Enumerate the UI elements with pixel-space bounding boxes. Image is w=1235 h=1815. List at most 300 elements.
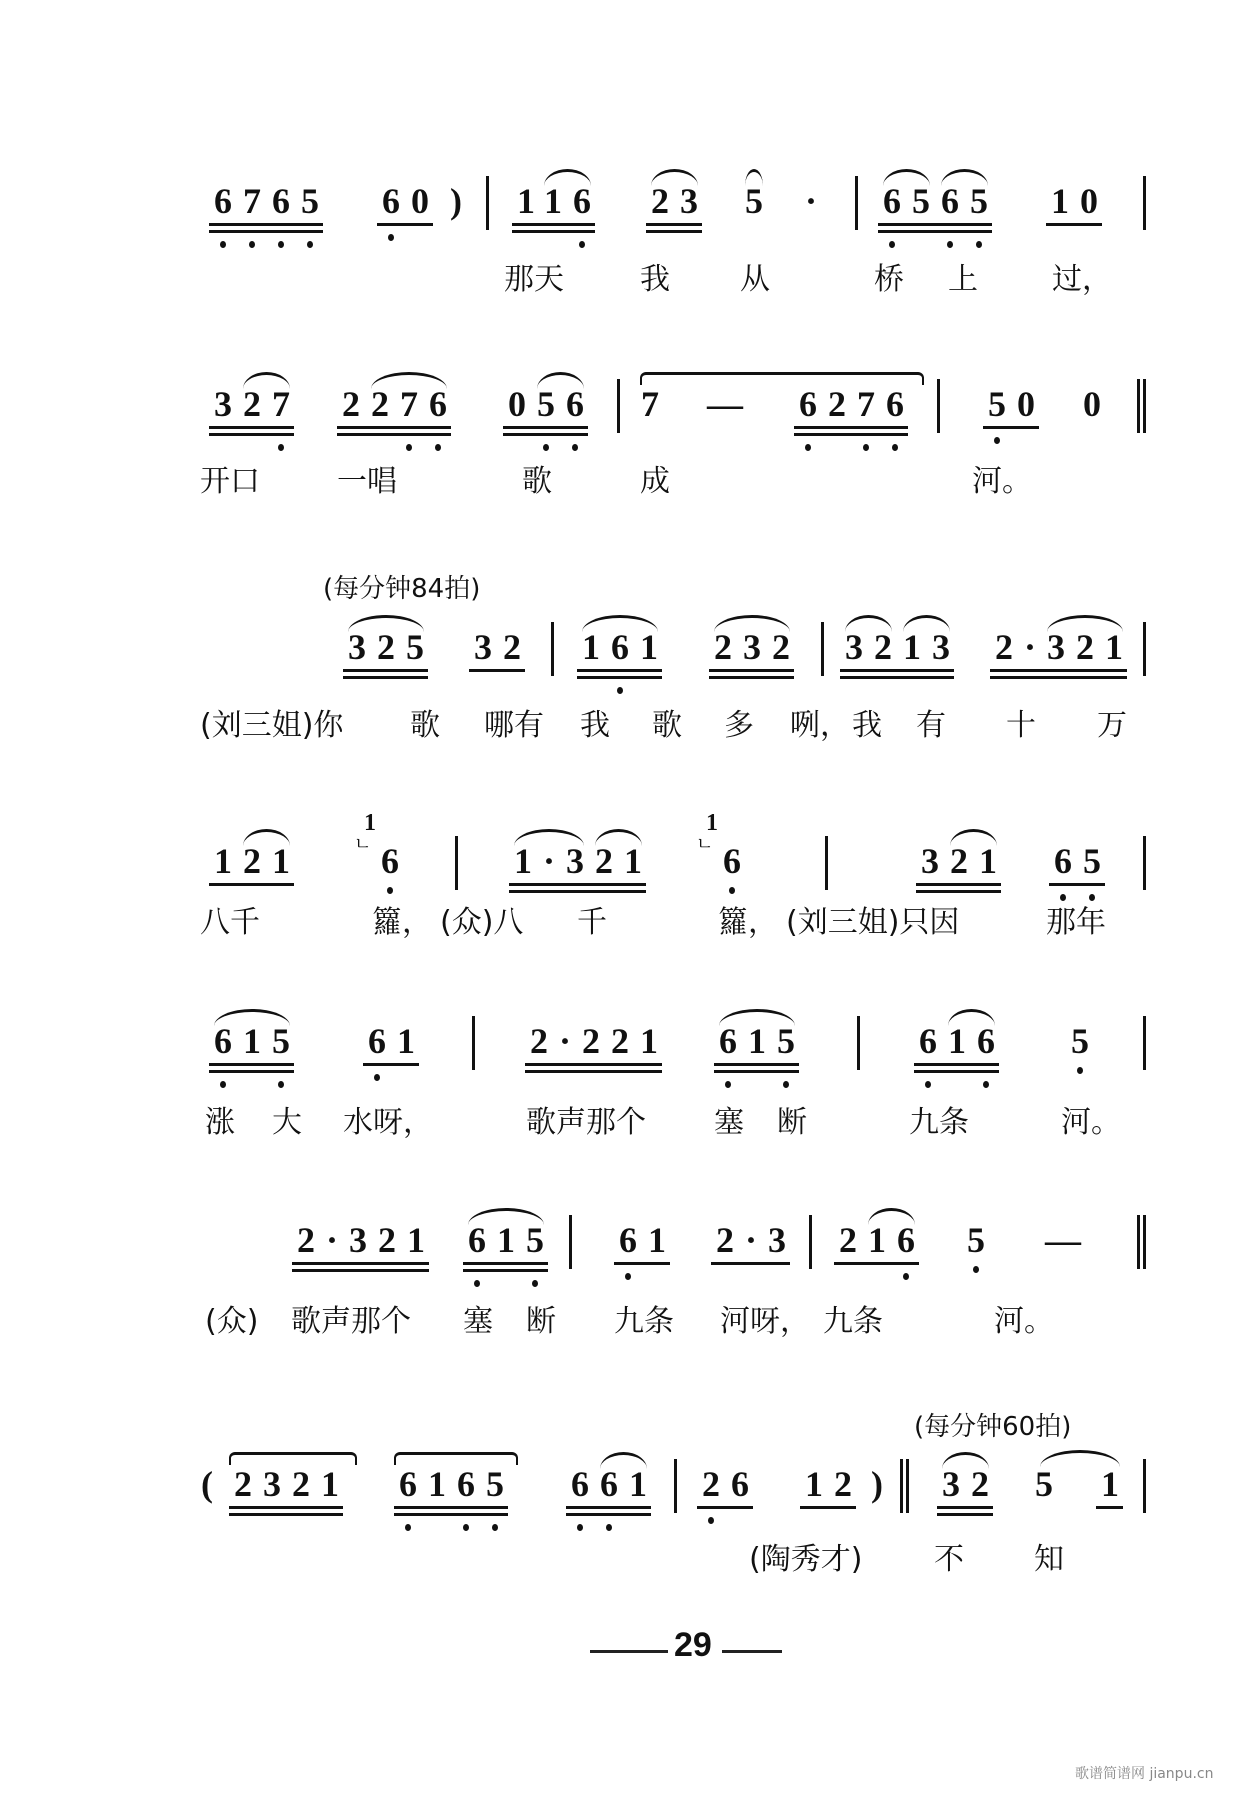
low-octave-dot — [435, 444, 441, 451]
note-group — [840, 627, 961, 697]
slur — [948, 1009, 995, 1026]
lyric: 大 — [272, 1105, 302, 1140]
note-group — [636, 384, 670, 454]
dot — [800, 181, 828, 251]
lyric: 从 — [740, 262, 770, 297]
final-barline — [1137, 1215, 1146, 1269]
note-text: 5 — [745, 181, 774, 221]
note-text: 61 — [368, 1021, 426, 1061]
lyric: 断 — [777, 1105, 807, 1140]
underline — [983, 426, 1039, 429]
low-octave-dot — [374, 1074, 380, 1081]
underline — [503, 426, 588, 429]
note-group — [509, 841, 653, 911]
low-octave-dot — [463, 1524, 469, 1531]
note-group — [697, 1464, 760, 1534]
underline — [209, 426, 294, 429]
underline — [229, 1513, 343, 1516]
barline — [472, 1016, 475, 1070]
note-group — [469, 627, 532, 697]
lyric: 不 — [934, 1542, 964, 1577]
note-group — [209, 1021, 301, 1091]
lyric: (众)八 — [440, 905, 524, 940]
note-text: 32 — [474, 627, 532, 667]
underline — [1049, 883, 1105, 886]
slur — [883, 169, 930, 186]
lyric: 九条 — [823, 1304, 883, 1339]
low-octave-dot — [406, 444, 412, 451]
barline — [937, 379, 940, 433]
lyric: 十 — [1006, 708, 1036, 743]
grace-note: 1 — [364, 810, 376, 836]
note-text: 6165 — [399, 1464, 515, 1504]
underline — [512, 230, 595, 233]
note-group — [990, 627, 1134, 697]
note-text: 615 — [719, 1021, 806, 1061]
note-group — [646, 181, 709, 251]
barline — [1143, 1459, 1146, 1513]
underline — [916, 890, 1001, 893]
low-octave-dot — [532, 1280, 538, 1287]
underline — [525, 1070, 662, 1073]
barline — [1143, 836, 1146, 890]
underline — [614, 1262, 670, 1265]
note-text: 1 — [1101, 1464, 1130, 1504]
lyric: 万 — [1097, 708, 1127, 743]
barline — [674, 1459, 677, 1513]
note-group — [394, 1464, 515, 1534]
lyric: 歌 — [410, 708, 440, 743]
slur — [214, 1009, 290, 1026]
slur — [537, 372, 584, 389]
underline — [503, 433, 588, 436]
lyric: 多 — [724, 708, 754, 743]
paren — [866, 1464, 894, 1534]
note-text: 216 — [839, 1220, 926, 1260]
note-text: 056 — [508, 384, 595, 424]
note-text: — — [707, 384, 754, 424]
lyric: 开口 — [200, 464, 260, 499]
lyric: 河。 — [972, 464, 1032, 499]
note-group — [1096, 1464, 1130, 1534]
lyric: 那天 — [504, 262, 564, 297]
slur — [950, 829, 997, 846]
underline — [794, 433, 908, 436]
grace-hook-icon: ㄴ — [696, 834, 714, 854]
slur — [371, 372, 447, 389]
note-with-grace — [696, 810, 752, 911]
lyric: 河呀， — [720, 1304, 810, 1339]
low-octave-dot — [625, 1273, 631, 1280]
lyric: 八千 — [200, 905, 260, 940]
lyric: (刘三姐)只因 — [786, 905, 960, 940]
note-group-fermata — [740, 181, 774, 251]
underline — [937, 1506, 993, 1509]
slur — [1047, 615, 1123, 632]
low-octave-dot — [983, 1081, 989, 1088]
slur — [514, 829, 584, 846]
note-text: 3213 — [845, 627, 961, 667]
low-octave-dot — [307, 241, 313, 248]
note-group — [566, 1464, 658, 1534]
underline — [512, 223, 595, 226]
slur — [348, 615, 424, 632]
double-barline — [900, 1459, 909, 1513]
paren — [196, 1464, 224, 1534]
note-text: 23 — [651, 181, 709, 221]
low-octave-dot — [249, 241, 255, 248]
watermark: 歌谱简谱网 jianpu.cn — [1075, 1766, 1214, 1782]
underline — [1046, 223, 1102, 226]
low-octave-dot — [925, 1081, 931, 1088]
note-group — [1066, 1021, 1100, 1091]
slur — [243, 829, 290, 846]
page-number-rule — [722, 1650, 782, 1653]
note-group — [229, 1464, 350, 1534]
low-octave-dot — [725, 1081, 731, 1088]
underline — [840, 676, 954, 679]
underline — [834, 1262, 919, 1265]
lyric: 上 — [948, 262, 978, 297]
note-text: 6765 — [214, 181, 330, 221]
note-text: 2·321 — [995, 627, 1135, 667]
note-text: 6565 — [883, 181, 999, 221]
note-group — [503, 384, 595, 454]
note-text: 616 — [919, 1021, 1006, 1061]
note-text: 116 — [517, 181, 603, 221]
low-octave-dot — [976, 241, 982, 248]
low-octave-dot — [1077, 1067, 1083, 1074]
note-group — [512, 181, 602, 251]
slur — [582, 615, 658, 632]
slur — [719, 1009, 795, 1026]
low-octave-dot — [474, 1280, 480, 1287]
lyric: (众) — [205, 1304, 259, 1339]
underline — [914, 1070, 999, 1073]
underline — [800, 1506, 856, 1509]
low-octave-dot — [1089, 894, 1095, 901]
lyric: 千 — [577, 905, 607, 940]
note-text: 321 — [921, 841, 1008, 881]
slur — [651, 169, 698, 186]
low-octave-dot — [606, 1524, 612, 1531]
grace-note: 1 — [706, 810, 718, 836]
low-octave-dot — [572, 444, 578, 451]
slur — [745, 169, 763, 186]
note-text: 615 — [468, 1220, 555, 1260]
lyric: 九条 — [909, 1105, 969, 1140]
lyric: 咧， — [790, 708, 850, 743]
underline — [363, 1063, 419, 1066]
note-group — [916, 841, 1008, 911]
barline — [857, 1016, 860, 1070]
underline — [209, 223, 323, 226]
note-text: 6 — [381, 841, 410, 881]
note-text: 327 — [214, 384, 301, 424]
underline — [509, 883, 646, 886]
note-text: 10 — [1051, 181, 1109, 221]
note-group — [209, 841, 301, 911]
note-group — [209, 384, 301, 454]
note-text: 121 — [214, 841, 301, 881]
low-octave-dot — [617, 687, 623, 694]
lyric: 涨 — [205, 1105, 235, 1140]
underline — [229, 1506, 343, 1509]
underline — [209, 230, 323, 233]
lyric: 成 — [640, 464, 670, 499]
low-octave-dot — [388, 234, 394, 241]
lyric: 桥 — [874, 262, 904, 297]
underline — [469, 669, 525, 672]
note-text: 0 — [1083, 384, 1112, 424]
lyric: (刘三姐)你 — [200, 708, 344, 743]
low-octave-dot — [1060, 894, 1066, 901]
note-group — [292, 1220, 436, 1290]
note-text: 6 — [723, 841, 752, 881]
note-text: 65 — [1054, 841, 1112, 881]
lyric: 歌声那个 — [526, 1105, 646, 1140]
note-group — [363, 1021, 426, 1091]
note-text: 2321 — [234, 1464, 350, 1504]
underline — [577, 669, 662, 672]
note-text: 615 — [214, 1021, 301, 1061]
note-group — [1046, 181, 1109, 251]
low-octave-dot — [278, 241, 284, 248]
note-group — [914, 1021, 1006, 1091]
underline — [697, 1506, 753, 1509]
slur — [845, 615, 892, 632]
tempo-marking: (每分钟84拍) — [323, 574, 481, 604]
low-octave-dot — [892, 444, 898, 451]
underline — [292, 1262, 429, 1265]
underline — [711, 1262, 790, 1265]
note-text: 2276 — [342, 384, 458, 424]
note-group — [962, 1220, 996, 1290]
underline — [337, 426, 451, 429]
dash — [702, 384, 754, 454]
low-octave-dot — [947, 241, 953, 248]
lyric: 过， — [1052, 262, 1112, 297]
slur — [868, 1208, 915, 1225]
note-group — [834, 1220, 926, 1290]
note-text: 5 — [1071, 1021, 1100, 1061]
low-octave-dot — [994, 437, 1000, 444]
note-group — [614, 1220, 677, 1290]
note-group — [794, 384, 915, 454]
barline — [821, 622, 824, 676]
note-group — [937, 1464, 1000, 1534]
underline — [714, 1070, 799, 1073]
note-text: 12 — [805, 1464, 863, 1504]
underline — [709, 676, 794, 679]
underline — [840, 669, 954, 672]
slur — [941, 169, 988, 186]
low-octave-dot — [783, 1081, 789, 1088]
slur — [595, 829, 642, 846]
note-text: 325 — [348, 627, 435, 667]
note-text: 161 — [582, 627, 669, 667]
underline — [209, 1070, 294, 1073]
underline — [292, 1269, 429, 1272]
underline — [566, 1506, 651, 1509]
note-group — [1030, 1464, 1064, 1534]
low-octave-dot — [805, 444, 811, 451]
barline — [855, 176, 858, 230]
note-group — [525, 1021, 669, 1091]
underline — [525, 1063, 662, 1066]
lyric: 歌 — [522, 464, 552, 499]
note-group — [337, 384, 458, 454]
lyric: 知 — [1034, 1542, 1064, 1577]
note-group — [463, 1220, 555, 1290]
lyric: 我 — [852, 708, 882, 743]
underline — [990, 669, 1127, 672]
underline — [463, 1269, 548, 1272]
note-text: ( — [201, 1464, 224, 1504]
barline — [1143, 622, 1146, 676]
underline — [209, 433, 294, 436]
note-group — [1049, 841, 1112, 911]
underline — [916, 883, 1001, 886]
low-octave-dot — [220, 1081, 226, 1088]
note-with-grace — [354, 810, 410, 911]
note-group — [1078, 384, 1112, 454]
note-group — [983, 384, 1046, 454]
slur — [468, 1208, 544, 1225]
note-text: — — [1045, 1220, 1092, 1260]
underline — [878, 223, 992, 226]
slur — [714, 615, 790, 632]
note-text: 60 — [382, 181, 440, 221]
paren — [445, 181, 473, 251]
lyric: 水呀， — [343, 1105, 433, 1140]
underline — [343, 669, 428, 672]
underline — [914, 1063, 999, 1066]
note-group — [709, 627, 801, 697]
lyric: 九条 — [614, 1304, 674, 1339]
barline — [455, 836, 458, 890]
lyric: 哪有 — [484, 708, 544, 743]
note-text: 26 — [702, 1464, 760, 1504]
lyric: 断 — [526, 1304, 556, 1339]
underline — [709, 669, 794, 672]
note-group — [878, 181, 999, 251]
note-text: 32 — [942, 1464, 1000, 1504]
underline — [714, 1063, 799, 1066]
note-group — [377, 181, 440, 251]
underline — [394, 1506, 508, 1509]
underline — [337, 433, 451, 436]
underline — [577, 676, 662, 679]
note-text: 2·321 — [297, 1220, 437, 1260]
lyric: 籮， — [718, 905, 778, 940]
low-octave-dot — [543, 444, 549, 451]
slur — [243, 372, 290, 389]
low-octave-dot — [278, 444, 284, 451]
low-octave-dot — [863, 444, 869, 451]
note-group — [714, 1021, 806, 1091]
underline — [394, 1513, 508, 1516]
grace-hook-icon: ㄴ — [354, 834, 372, 854]
lyric: 籮， — [372, 905, 432, 940]
lyric: 塞 — [714, 1105, 744, 1140]
lyric: 有 — [916, 708, 946, 743]
lyric: 塞 — [463, 1304, 493, 1339]
lyric: 河。 — [1061, 1105, 1121, 1140]
lyric: 河。 — [994, 1304, 1054, 1339]
note-text: · — [805, 181, 829, 221]
note-group — [577, 627, 669, 697]
underline — [878, 230, 992, 233]
lyric: 那年 — [1046, 905, 1106, 940]
barline — [617, 379, 620, 433]
underline — [990, 676, 1127, 679]
note-group — [343, 627, 435, 697]
underline — [794, 426, 908, 429]
note-text: 50 — [988, 384, 1046, 424]
note-text: 6276 — [799, 384, 915, 424]
underline — [566, 1513, 651, 1516]
note-text: ) — [450, 181, 473, 221]
barline — [1143, 1016, 1146, 1070]
note-text: 7 — [641, 384, 670, 424]
underline — [343, 676, 428, 679]
note-text: 5 — [1035, 1464, 1064, 1504]
barline — [569, 1215, 572, 1269]
barline — [809, 1215, 812, 1269]
lyric: 一唱 — [337, 464, 397, 499]
note-text: 232 — [714, 627, 801, 667]
note-text: 661 — [571, 1464, 658, 1504]
note-text: 2·3 — [716, 1220, 798, 1260]
slur — [544, 169, 591, 186]
barline — [1143, 176, 1146, 230]
slur — [942, 1452, 989, 1469]
underline — [646, 223, 702, 226]
barline — [551, 622, 554, 676]
underline — [209, 1063, 294, 1066]
note-text: 2·221 — [530, 1021, 670, 1061]
underline — [509, 890, 646, 893]
page-number-rule — [590, 1650, 668, 1653]
note-text: ) — [871, 1464, 894, 1504]
low-octave-dot — [903, 1273, 909, 1280]
low-octave-dot — [973, 1266, 979, 1273]
underline — [937, 1513, 993, 1516]
slur — [903, 615, 950, 632]
low-octave-dot — [492, 1524, 498, 1531]
lyric: 我 — [640, 262, 670, 297]
note-text: 5 — [967, 1220, 996, 1260]
final-barline — [1137, 379, 1146, 433]
note-group — [800, 1464, 863, 1534]
low-octave-dot — [889, 241, 895, 248]
note-text: 1·321 — [514, 841, 654, 881]
low-octave-dot — [387, 887, 393, 894]
lyric: 歌 — [652, 708, 682, 743]
lyric: 歌声那个 — [291, 1304, 411, 1339]
note-text: 61 — [619, 1220, 677, 1260]
underline — [646, 230, 702, 233]
low-octave-dot — [708, 1517, 714, 1524]
underline — [1096, 1506, 1123, 1509]
low-octave-dot — [729, 887, 735, 894]
note-group — [209, 181, 330, 251]
barline — [486, 176, 489, 230]
underline — [209, 883, 294, 886]
note-group — [711, 1220, 797, 1290]
low-octave-dot — [579, 241, 585, 248]
